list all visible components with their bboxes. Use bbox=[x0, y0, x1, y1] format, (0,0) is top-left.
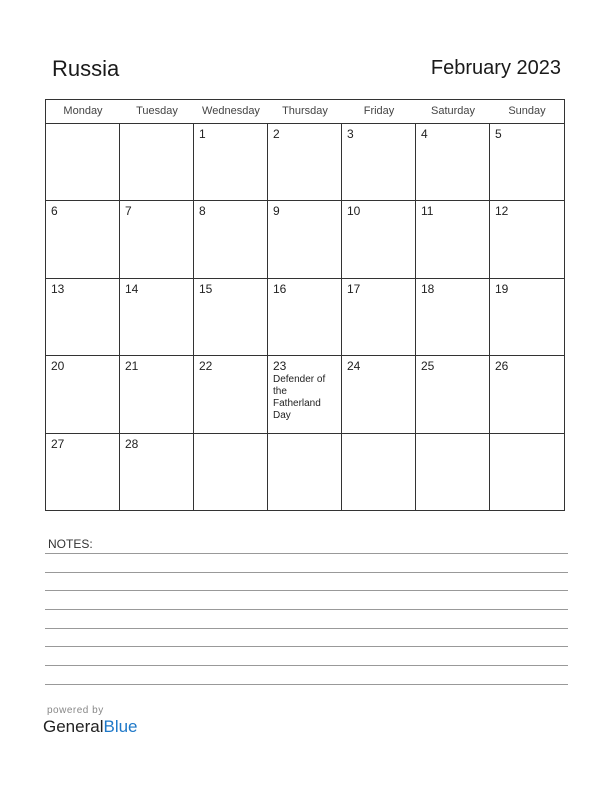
note-line bbox=[45, 553, 568, 554]
note-line bbox=[45, 646, 568, 647]
day-number: 16 bbox=[273, 281, 287, 296]
day-number: 15 bbox=[199, 281, 213, 296]
day-cell bbox=[46, 201, 120, 277]
day-cell bbox=[268, 201, 342, 277]
day-number: 8 bbox=[199, 204, 206, 219]
month-title: February 2023 bbox=[430, 57, 561, 79]
day-number: 20 bbox=[51, 359, 65, 374]
day-cell bbox=[268, 124, 342, 200]
day-number: 21 bbox=[125, 359, 139, 374]
week-row bbox=[46, 356, 564, 433]
day-number: 19 bbox=[495, 281, 509, 296]
week-row bbox=[46, 279, 564, 356]
day-cell bbox=[120, 356, 194, 432]
note-line bbox=[45, 684, 568, 685]
day-cell bbox=[342, 434, 416, 511]
day-cell bbox=[416, 201, 490, 277]
day-number: 24 bbox=[347, 359, 361, 374]
weekday-saturday: Saturday bbox=[430, 105, 476, 117]
note-line bbox=[45, 665, 568, 666]
day-cell bbox=[416, 124, 490, 200]
day-cell bbox=[416, 434, 490, 511]
weekday-thursday: Thursday bbox=[282, 105, 328, 117]
day-number: 26 bbox=[495, 359, 509, 374]
weekday-friday: Friday bbox=[363, 105, 395, 117]
week-row bbox=[46, 124, 564, 201]
day-cell bbox=[120, 434, 194, 511]
powered-by-text: powered by bbox=[47, 705, 104, 716]
day-cell bbox=[342, 124, 416, 200]
day-cell bbox=[490, 434, 564, 511]
day-cell bbox=[342, 279, 416, 355]
calendar-grid bbox=[45, 99, 565, 511]
day-cell bbox=[490, 201, 564, 277]
day-number: 5 bbox=[495, 127, 502, 141]
day-cell bbox=[194, 356, 268, 432]
day-number: 9 bbox=[273, 204, 280, 219]
day-cell bbox=[194, 279, 268, 355]
day-number: 22 bbox=[199, 359, 213, 374]
day-number: 14 bbox=[125, 281, 139, 296]
day-cell bbox=[268, 434, 342, 511]
day-number: 1 bbox=[199, 127, 206, 141]
day-cell bbox=[46, 279, 120, 355]
note-line bbox=[45, 590, 568, 591]
day-cell bbox=[416, 356, 490, 432]
day-number: 3 bbox=[347, 127, 354, 141]
weekday-wednesday: Wednesday bbox=[202, 105, 260, 117]
day-cell bbox=[194, 124, 268, 200]
brand-general: General bbox=[43, 717, 104, 736]
brand-logo bbox=[43, 717, 138, 737]
day-cell bbox=[120, 279, 194, 355]
day-number: 2 bbox=[273, 127, 280, 141]
day-cell bbox=[490, 279, 564, 355]
day-cell bbox=[268, 279, 342, 355]
note-line bbox=[45, 609, 568, 610]
day-cell bbox=[120, 124, 194, 200]
day-number: 10 bbox=[347, 204, 361, 219]
day-number: 28 bbox=[125, 436, 139, 451]
day-number: 23 bbox=[273, 359, 287, 374]
note-line bbox=[45, 572, 568, 573]
day-cell bbox=[46, 356, 120, 432]
day-number: 27 bbox=[51, 436, 65, 451]
country-title: Russia bbox=[52, 56, 120, 81]
day-number: 17 bbox=[347, 281, 361, 296]
day-number: 18 bbox=[421, 281, 435, 296]
day-cell bbox=[194, 201, 268, 277]
day-cell bbox=[342, 201, 416, 277]
day-number: 7 bbox=[125, 204, 132, 219]
weekday-header-row bbox=[46, 100, 564, 124]
day-cell bbox=[490, 356, 564, 432]
notes-label: NOTES: bbox=[48, 537, 93, 551]
day-cell bbox=[46, 124, 120, 200]
day-number: 11 bbox=[421, 204, 434, 219]
weekday-tuesday: Tuesday bbox=[136, 105, 178, 117]
day-number: 25 bbox=[421, 359, 435, 374]
day-number: 6 bbox=[51, 204, 58, 219]
day-cell bbox=[46, 434, 120, 511]
day-cell bbox=[416, 279, 490, 355]
day-number: 13 bbox=[51, 281, 65, 296]
note-line bbox=[45, 628, 568, 629]
day-cell bbox=[194, 434, 268, 511]
day-number: 12 bbox=[495, 204, 509, 219]
day-cell bbox=[490, 124, 564, 200]
day-cell bbox=[342, 356, 416, 432]
weekday-monday: Monday bbox=[63, 105, 103, 117]
day-cell-holiday bbox=[268, 356, 342, 432]
holiday-label: Defender of the Fatherland Day bbox=[273, 374, 326, 422]
week-row bbox=[46, 434, 564, 511]
weekday-sunday: Sunday bbox=[508, 105, 546, 117]
day-cell bbox=[120, 201, 194, 277]
day-number: 4 bbox=[421, 127, 428, 141]
brand-blue: Blue bbox=[103, 717, 138, 736]
week-row bbox=[46, 201, 564, 278]
